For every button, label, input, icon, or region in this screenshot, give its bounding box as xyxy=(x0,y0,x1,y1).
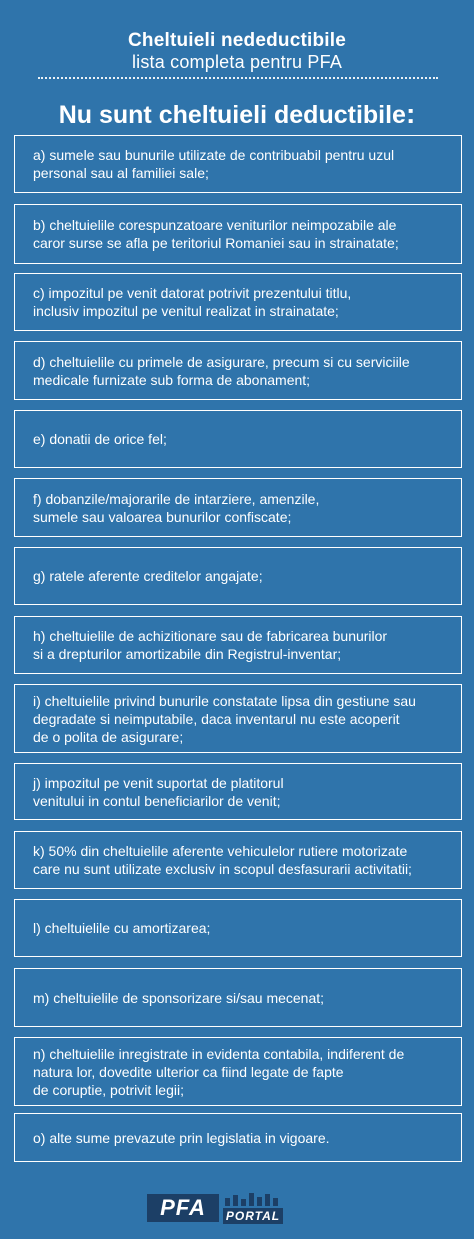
list-item-j xyxy=(14,763,462,820)
list-item-text: a) sumele sau bunurile utilizate de contribuabil pentru uzul personal sau al familiei sale; xyxy=(33,147,395,181)
list-item-g xyxy=(14,547,462,605)
list-item-d xyxy=(14,341,462,400)
list-item-i xyxy=(14,684,462,753)
list-item-text: e) donatii de orice fel; xyxy=(33,431,167,447)
logo-portal-text: PORTAL xyxy=(223,1208,283,1224)
list-item-n xyxy=(14,1037,462,1106)
logo-pfa-text: PFA xyxy=(147,1194,219,1222)
page-title: Cheltuieli nedeductibile xyxy=(127,30,347,51)
list-item-text: l) cheltuielile cu amortizarea; xyxy=(33,920,211,936)
list-item-text: c) impozitul pe venit datorat potrivit prezentului titlu, inclusiv impozitul pe venitul realizat in strainatate; xyxy=(33,285,352,319)
equalizer-bars-icon xyxy=(223,1190,283,1206)
list-item-o xyxy=(14,1113,462,1162)
list-item-a xyxy=(14,135,462,193)
list-item-text: h) cheltuielile de achizitionare sau de fabricarea bunurilor si a drepturilor amortizabile din Registrul-inventar; xyxy=(33,628,388,662)
list-item-h xyxy=(14,616,462,674)
list-item-m xyxy=(14,968,462,1027)
list-item-text: k) 50% din cheltuielile aferente vehiculelor rutiere motorizate care nu sunt utilizate exclusiv in scopul desfasurarii activitatii; xyxy=(33,843,412,877)
list-item-text: n) cheltuielile inregistrate in evidenta contabila, indiferent de natura lor, dovedite ulterior ca fiind legate de fapte de coruptie, potrivit legii; xyxy=(33,1045,405,1098)
header xyxy=(0,30,474,72)
list-item-text: d) cheltuielile cu primele de asigurare, precum si cu serviciile medicale furnizate sub forma de abonament; xyxy=(33,353,410,388)
list-item-text: g) ratele aferente creditelor angajate; xyxy=(33,568,263,584)
list-item-text: o) alte sume prevazute prin legislatia in vigoare. xyxy=(33,1129,330,1146)
list-item-text: m) cheltuielile de sponsorizare si/sau mecenat; xyxy=(33,989,325,1006)
list-item-e xyxy=(14,410,462,468)
list-item-f xyxy=(14,478,462,537)
list-item-text: b) cheltuielile corespunzatoare veniturilor neimpozabile ale caror surse se afla pe teritoriul Romaniei sau in strainatate; xyxy=(33,217,399,251)
section-heading xyxy=(0,98,474,131)
list-item-text: f) dobanzile/majorarile de intarziere, amenzile, sumele sau valoarea bunurilor confiscate; xyxy=(33,490,320,525)
section-heading-text: Nu sunt cheltuieli deductibile xyxy=(58,101,406,129)
list-item-b xyxy=(14,204,462,264)
page-subtitle: lista completa pentru PFA xyxy=(131,52,343,72)
section-heading-colon: : xyxy=(405,98,416,129)
list-item-c xyxy=(14,273,462,331)
list-item-k xyxy=(14,831,462,889)
pfa-portal-logo xyxy=(147,1188,287,1224)
list-item-text: j) impozitul pe venit suportat de platitorul venitului in contul beneficiarilor de venit; xyxy=(33,774,284,809)
list-item-l xyxy=(14,899,462,957)
list-item-text: i) cheltuielile privind bunurile constatate lipsa din gestiune sau degradate si neimputabile, daca inventarul nu este acoperit de o polita de asigurare; xyxy=(33,692,416,745)
dotted-divider xyxy=(38,77,438,79)
